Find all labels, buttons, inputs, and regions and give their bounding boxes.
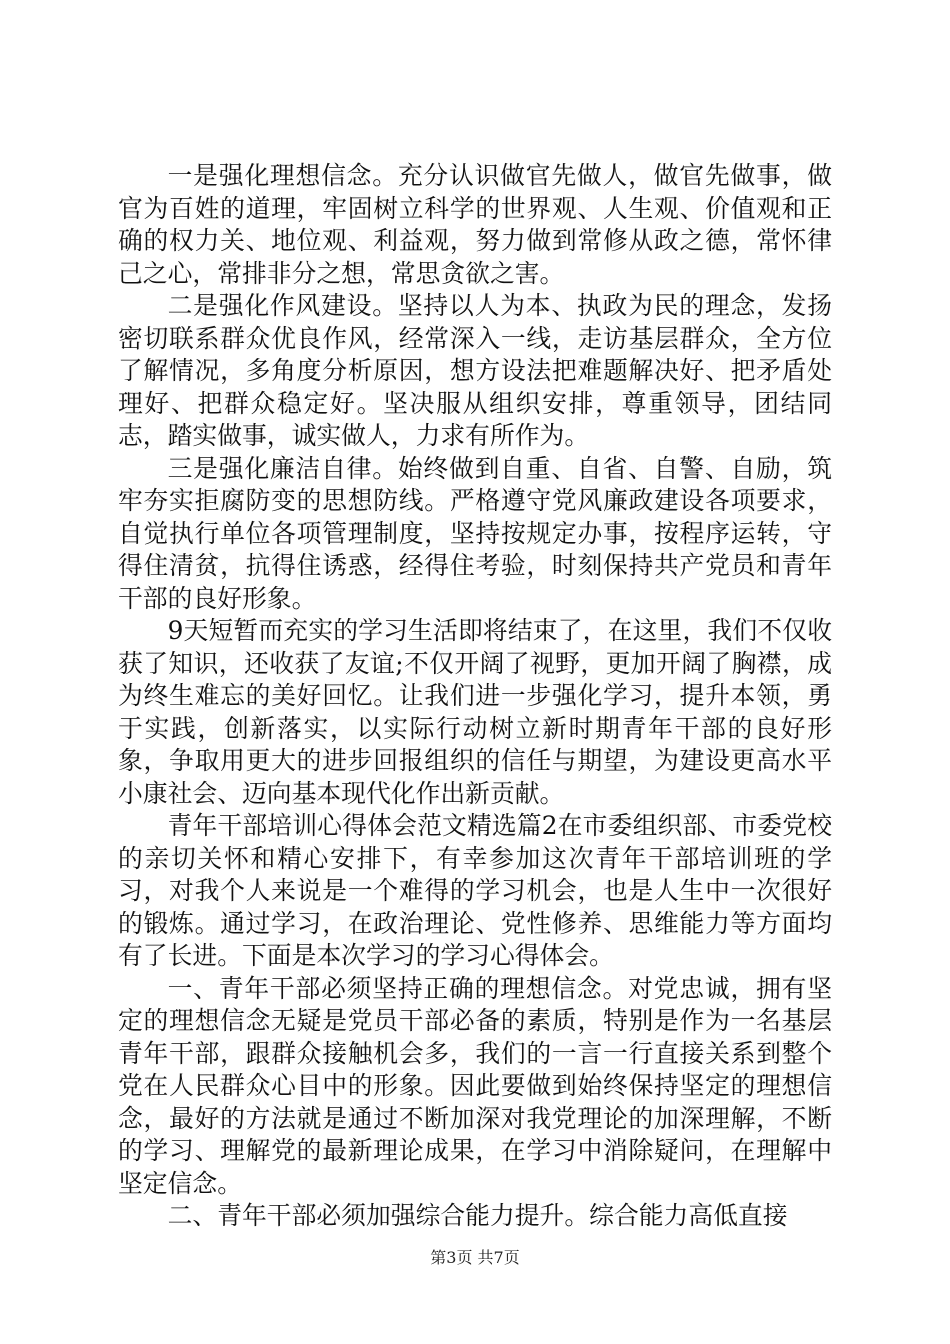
paragraph-7: 二、青年干部必须加强综合能力提升。综合能力高低直接 (167, 1201, 788, 1230)
paragraph-2: 二是强化作风建设。坚持以人为本、执政为民的理念，发扬密切联系群众优良作风，经常深入一线，走访基层群众，全方位了解情况，多角度分析原因，想方设法把难题解决好、把矛盾处理好、把群众稳定好。坚决服从组织安排，尊重领导，团结同志，踏实做事，诚实做人，力求有所作为。 (118, 291, 832, 450)
document-body (118, 160, 832, 1233)
paragraph-4: 9天短暂而充实的学习生活即将结束了，在这里，我们不仅收获了知识，还收获了友谊;不仅开阔了视野，更加开阔了胸襟，成为终生难忘的美好回忆。让我们进一步强化学习，提升本领，勇于实践，创新落实，以实际行动树立新时期青年干部的良好形象，争取用更大的进步回报组织的信任与期望，为建设更高水平小康社会、迈向基本现代化作出新贡献。 (118, 616, 832, 808)
page-footer: 第3页 共7页 (430, 1248, 520, 1267)
paragraph-3: 三是强化廉洁自律。始终做到自重、自省、自警、自励，筑牢夯实拒腐防变的思想防线。严格遵守党风廉政建设各项要求，自觉执行单位各项管理制度，坚持按规定办事，按程序运转，守得住清贫，抗得住诱惑，经得住考验，时刻保持共产党员和青年干部的良好形象。 (118, 453, 832, 613)
paragraph-5: 青年干部培训心得体会范文精选篇2在市委组织部、市委党校的亲切关怀和精心安排下，有幸参加这次青年干部培训班的学习，对我个人来说是一个难得的学习机会，也是人生中一次很好的锻炼。通过学习，在政治理论、党性修养、思维能力等方面均有了长进。下面是本次学习的学习心得体会。 (118, 811, 832, 970)
paragraph-6: 一、青年干部必须坚持正确的理想信念。对党忠诚，拥有坚定的理想信念无疑是党员干部必备的素质，特别是作为一名基层青年干部，跟群众接触机会多，我们的一言一行直接关系到整个党在人民群众心目中的形象。因此要做到始终保持坚定的理想信念，最好的方法就是通过不断加深对我党理论的加深理解，不断的学习、理解党的最新理论成果，在学习中消除疑问，在理解中坚定信念。 (118, 973, 832, 1198)
paragraph-1: 一是强化理想信念。充分认识做官先做人，做官先做事，做官为百姓的道理，牢固树立科学的世界观、人生观、价值观和正确的权力关、地位观、利益观，努力做到常修从政之德，常怀律己之心，常排非分之想，常思贪欲之害。 (118, 161, 832, 288)
